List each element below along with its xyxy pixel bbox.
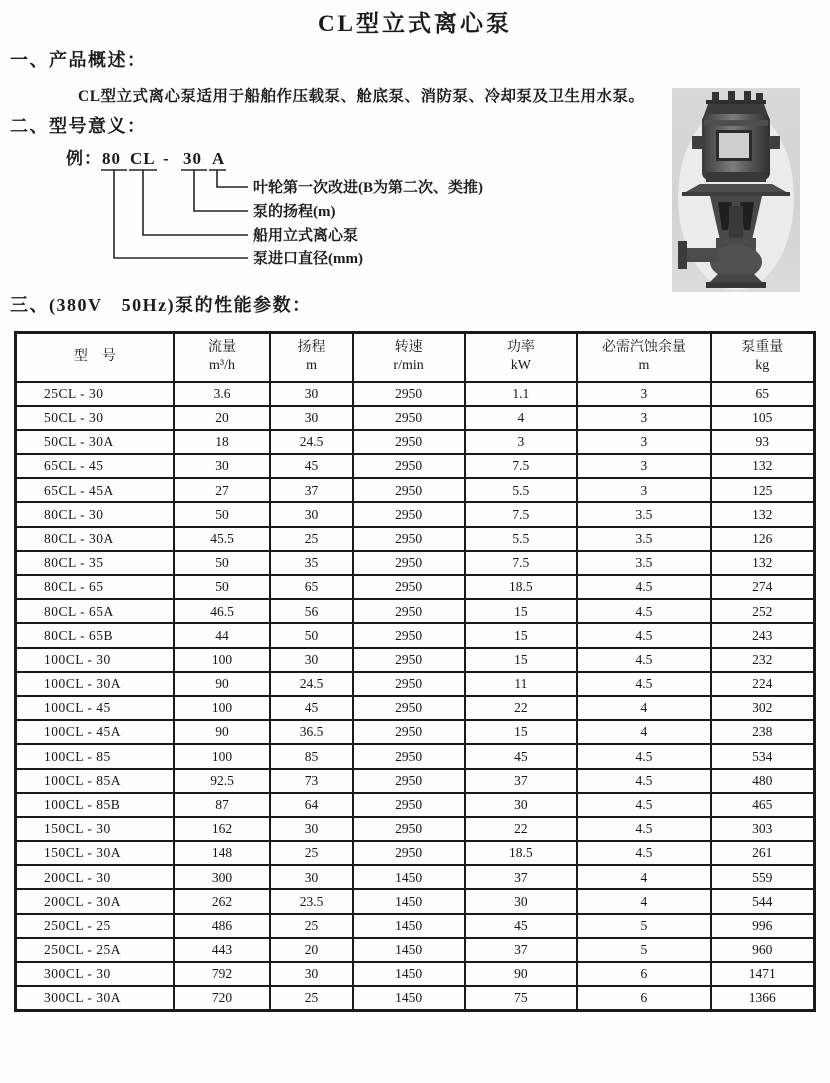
table-row — [16, 454, 815, 478]
value-cell: 3 — [577, 478, 710, 502]
value-cell: 2950 — [353, 744, 465, 768]
model-cell: 100CL - 30A — [16, 672, 174, 696]
table-row — [16, 551, 815, 575]
performance-table — [14, 331, 816, 1012]
value-cell: 996 — [711, 914, 815, 938]
table-row — [16, 696, 815, 720]
value-cell: 93 — [711, 430, 815, 454]
model-cell: 80CL - 65A — [16, 599, 174, 623]
table-row — [16, 889, 815, 913]
value-cell: 544 — [711, 889, 815, 913]
value-cell: 5 — [577, 938, 710, 962]
value-cell: 2950 — [353, 454, 465, 478]
value-cell: 302 — [711, 696, 815, 720]
table-row — [16, 841, 815, 865]
model-cell: 300CL - 30 — [16, 962, 174, 986]
value-cell: 23.5 — [270, 889, 352, 913]
value-cell: 1450 — [353, 865, 465, 889]
model-example-text — [66, 148, 225, 168]
value-cell: 559 — [711, 865, 815, 889]
value-cell: 4.5 — [577, 623, 710, 647]
value-cell: 126 — [711, 527, 815, 551]
value-cell: 64 — [270, 793, 352, 817]
callout-pump-head: 泵的扬程(m) — [253, 204, 336, 220]
value-cell: 2950 — [353, 478, 465, 502]
table-body — [16, 382, 815, 1011]
value-cell: 90 — [174, 672, 271, 696]
section3-heading: 三、(380V 50Hz)泵的性能参数： — [10, 295, 312, 315]
value-cell: 2950 — [353, 648, 465, 672]
value-cell: 15 — [465, 599, 578, 623]
value-cell: 30 — [270, 502, 352, 526]
value-cell: 2950 — [353, 623, 465, 647]
value-cell: 3.6 — [174, 382, 271, 406]
value-cell: 243 — [711, 623, 815, 647]
table-row — [16, 938, 815, 962]
model-cell: 80CL - 35 — [16, 551, 174, 575]
value-cell: 125 — [711, 478, 815, 502]
value-cell: 24.5 — [270, 672, 352, 696]
value-cell: 3 — [577, 406, 710, 430]
table-row — [16, 672, 815, 696]
table-row — [16, 382, 815, 406]
table-header — [16, 333, 815, 382]
value-cell: 1450 — [353, 962, 465, 986]
value-cell: 4.5 — [577, 841, 710, 865]
value-cell: 36.5 — [270, 720, 352, 744]
example-prefix: 例： — [66, 149, 102, 168]
value-cell: 2950 — [353, 430, 465, 454]
value-cell: 4 — [465, 406, 578, 430]
table-row — [16, 865, 815, 889]
table-row — [16, 478, 815, 502]
value-cell: 20 — [174, 406, 271, 430]
value-cell: 73 — [270, 769, 352, 793]
model-cell: 25CL - 30 — [16, 382, 174, 406]
value-cell: 4.5 — [577, 599, 710, 623]
value-cell: 720 — [174, 986, 271, 1010]
table-row — [16, 599, 815, 623]
value-cell: 46.5 — [174, 599, 271, 623]
value-cell: 4.5 — [577, 575, 710, 599]
value-cell: 30 — [174, 454, 271, 478]
value-cell: 45 — [465, 744, 578, 768]
col-title: 转速 — [394, 340, 423, 356]
value-cell: 1366 — [711, 986, 815, 1010]
col-unit: kg — [755, 358, 770, 374]
value-cell: 105 — [711, 406, 815, 430]
value-cell: 4.5 — [577, 817, 710, 841]
value-cell: 162 — [174, 817, 271, 841]
value-cell: 11 — [465, 672, 578, 696]
pump-motor — [692, 91, 780, 182]
value-cell: 1471 — [711, 962, 815, 986]
value-cell: 24.5 — [270, 430, 352, 454]
col-unit: r/min — [393, 358, 424, 374]
value-cell: 4.5 — [577, 744, 710, 768]
model-code-diagram — [62, 142, 562, 282]
value-cell: 132 — [711, 551, 815, 575]
value-cell: 3 — [577, 382, 710, 406]
value-cell: 65 — [270, 575, 352, 599]
value-cell: 274 — [711, 575, 815, 599]
col-unit: kW — [510, 358, 531, 374]
value-cell: 2950 — [353, 599, 465, 623]
value-cell: 6 — [577, 962, 710, 986]
value-cell: 148 — [174, 841, 271, 865]
col-title: 必需汽蚀余量 — [601, 340, 686, 356]
value-cell: 37 — [465, 865, 578, 889]
value-cell: 30 — [270, 962, 352, 986]
value-cell: 232 — [711, 648, 815, 672]
value-cell: 2950 — [353, 672, 465, 696]
value-cell: 3 — [465, 430, 578, 454]
value-cell: 45.5 — [174, 527, 271, 551]
table-row — [16, 962, 815, 986]
value-cell: 45 — [270, 454, 352, 478]
value-cell: 22 — [465, 696, 578, 720]
value-cell: 2950 — [353, 841, 465, 865]
section2-heading: 二、型号意义： — [10, 116, 147, 136]
value-cell: 100 — [174, 696, 271, 720]
value-cell: 20 — [270, 938, 352, 962]
value-cell: 300 — [174, 865, 271, 889]
value-cell: 30 — [465, 793, 578, 817]
model-cell: 250CL - 25 — [16, 914, 174, 938]
example-diameter: 80 — [102, 149, 121, 168]
value-cell: 2950 — [353, 769, 465, 793]
value-cell: 4.5 — [577, 672, 710, 696]
value-cell: 50 — [174, 551, 271, 575]
table-row — [16, 623, 815, 647]
value-cell: 30 — [270, 648, 352, 672]
model-cell: 150CL - 30 — [16, 817, 174, 841]
value-cell: 4 — [577, 720, 710, 744]
value-cell: 2950 — [353, 696, 465, 720]
table-row — [16, 793, 815, 817]
value-cell: 5.5 — [465, 478, 578, 502]
model-cell: 200CL - 30A — [16, 889, 174, 913]
value-cell: 87 — [174, 793, 271, 817]
callout-labels — [252, 178, 483, 267]
value-cell: 2950 — [353, 502, 465, 526]
col-header-speed — [353, 333, 465, 382]
model-cell: 100CL - 85A — [16, 769, 174, 793]
table-row — [16, 986, 815, 1010]
value-cell: 90 — [174, 720, 271, 744]
model-cell: 100CL - 85 — [16, 744, 174, 768]
value-cell: 465 — [711, 793, 815, 817]
value-cell: 37 — [465, 938, 578, 962]
table-row — [16, 817, 815, 841]
value-cell: 27 — [174, 478, 271, 502]
value-cell: 303 — [711, 817, 815, 841]
value-cell: 7.5 — [465, 454, 578, 478]
pump-illustration — [672, 88, 800, 292]
value-cell: 75 — [465, 986, 578, 1010]
value-cell: 2950 — [353, 382, 465, 406]
callout-pump-type: 船用立式离心泵 — [253, 228, 359, 244]
value-cell: 252 — [711, 599, 815, 623]
value-cell: 1450 — [353, 986, 465, 1010]
value-cell: 18 — [174, 430, 271, 454]
example-variant: A — [212, 149, 226, 168]
table-row — [16, 406, 815, 430]
value-cell: 224 — [711, 672, 815, 696]
table-row — [16, 502, 815, 526]
value-cell: 92.5 — [174, 769, 271, 793]
value-cell: 2950 — [353, 575, 465, 599]
value-cell: 90 — [465, 962, 578, 986]
page-title: CL型立式离心泵 — [318, 11, 512, 36]
value-cell: 25 — [270, 841, 352, 865]
value-cell: 45 — [465, 914, 578, 938]
col-unit: m — [638, 358, 650, 374]
table-row — [16, 575, 815, 599]
col-title: 型 号 — [73, 349, 116, 365]
value-cell: 25 — [270, 527, 352, 551]
value-cell: 22 — [465, 817, 578, 841]
callout-impeller-revision: 叶轮第一次改进(B为第二次、类推) — [253, 180, 483, 196]
value-cell: 50 — [174, 502, 271, 526]
model-cell: 100CL - 85B — [16, 793, 174, 817]
model-cell: 50CL - 30A — [16, 430, 174, 454]
section1-heading: 一、产品概述： — [10, 50, 147, 70]
callout-inlet-diameter: 泵进口直径(mm) — [253, 251, 363, 267]
value-cell: 486 — [174, 914, 271, 938]
value-cell: 3.5 — [577, 551, 710, 575]
value-cell: 30 — [465, 889, 578, 913]
value-cell: 25 — [270, 914, 352, 938]
value-cell: 15 — [465, 623, 578, 647]
value-cell: 18.5 — [465, 841, 578, 865]
value-cell: 37 — [270, 478, 352, 502]
value-cell: 56 — [270, 599, 352, 623]
value-cell: 25 — [270, 986, 352, 1010]
value-cell: 7.5 — [465, 551, 578, 575]
value-cell: 100 — [174, 648, 271, 672]
value-cell: 262 — [174, 889, 271, 913]
example-dash: - — [163, 149, 170, 168]
value-cell: 4 — [577, 696, 710, 720]
model-cell: 80CL - 30A — [16, 527, 174, 551]
col-unit: m³/h — [209, 358, 236, 374]
model-cell: 50CL - 30 — [16, 406, 174, 430]
value-cell: 30 — [270, 382, 352, 406]
value-cell: 50 — [270, 623, 352, 647]
value-cell: 1450 — [353, 938, 465, 962]
model-cell: 100CL - 45A — [16, 720, 174, 744]
value-cell: 3.5 — [577, 502, 710, 526]
model-cell: 100CL - 30 — [16, 648, 174, 672]
value-cell: 100 — [174, 744, 271, 768]
value-cell: 2950 — [353, 551, 465, 575]
model-cell: 300CL - 30A — [16, 986, 174, 1010]
value-cell: 6 — [577, 986, 710, 1010]
value-cell: 1450 — [353, 889, 465, 913]
value-cell: 5.5 — [465, 527, 578, 551]
value-cell: 15 — [465, 648, 578, 672]
value-cell: 534 — [711, 744, 815, 768]
value-cell: 4 — [577, 865, 710, 889]
callout-lines — [101, 170, 248, 258]
table-row — [16, 744, 815, 768]
model-cell: 100CL - 45 — [16, 696, 174, 720]
model-cell: 65CL - 45A — [16, 478, 174, 502]
value-cell: 5 — [577, 914, 710, 938]
value-cell: 132 — [711, 502, 815, 526]
performance-table-container — [14, 331, 816, 1012]
value-cell: 30 — [270, 406, 352, 430]
col-header-model — [16, 333, 174, 382]
col-header-npsh — [577, 333, 710, 382]
value-cell: 4 — [577, 889, 710, 913]
value-cell: 30 — [270, 865, 352, 889]
col-header-weight — [711, 333, 815, 382]
value-cell: 2950 — [353, 793, 465, 817]
table-row — [16, 527, 815, 551]
col-title: 流量 — [208, 340, 237, 356]
header-row — [16, 333, 815, 382]
section1-body: CL型立式离心泵适用于船舶作压载泵、舱底泵、消防泵、冷却泵及卫生用水泵。 — [78, 88, 645, 105]
value-cell: 30 — [270, 817, 352, 841]
value-cell: 261 — [711, 841, 815, 865]
value-cell: 35 — [270, 551, 352, 575]
value-cell: 44 — [174, 623, 271, 647]
value-cell: 3 — [577, 454, 710, 478]
value-cell: 2950 — [353, 406, 465, 430]
example-head: 30 — [183, 149, 202, 168]
table-row — [16, 769, 815, 793]
value-cell: 443 — [174, 938, 271, 962]
pump-photo — [672, 88, 800, 292]
table-row — [16, 648, 815, 672]
value-cell: 45 — [270, 696, 352, 720]
table-row — [16, 720, 815, 744]
value-cell: 2950 — [353, 817, 465, 841]
col-title: 泵重量 — [741, 340, 784, 356]
value-cell: 4.5 — [577, 648, 710, 672]
col-header-head — [270, 333, 352, 382]
value-cell: 1.1 — [465, 382, 578, 406]
value-cell: 4.5 — [577, 769, 710, 793]
value-cell: 792 — [174, 962, 271, 986]
col-header-power — [465, 333, 578, 382]
value-cell: 65 — [711, 382, 815, 406]
value-cell: 960 — [711, 938, 815, 962]
value-cell: 50 — [174, 575, 271, 599]
table-row — [16, 430, 815, 454]
model-cell: 250CL - 25A — [16, 938, 174, 962]
example-series: CL — [130, 149, 156, 168]
model-cell: 80CL - 30 — [16, 502, 174, 526]
value-cell: 3.5 — [577, 527, 710, 551]
model-cell: 80CL - 65B — [16, 623, 174, 647]
model-cell: 65CL - 45 — [16, 454, 174, 478]
value-cell: 2950 — [353, 527, 465, 551]
value-cell: 15 — [465, 720, 578, 744]
value-cell: 18.5 — [465, 575, 578, 599]
value-cell: 1450 — [353, 914, 465, 938]
value-cell: 4.5 — [577, 793, 710, 817]
value-cell: 238 — [711, 720, 815, 744]
value-cell: 3 — [577, 430, 710, 454]
value-cell: 132 — [711, 454, 815, 478]
col-unit: m — [306, 358, 317, 374]
value-cell: 37 — [465, 769, 578, 793]
value-cell: 2950 — [353, 720, 465, 744]
col-title: 功率 — [506, 340, 535, 356]
model-cell: 150CL - 30A — [16, 841, 174, 865]
table-row — [16, 914, 815, 938]
value-cell: 480 — [711, 769, 815, 793]
value-cell: 7.5 — [465, 502, 578, 526]
col-title: 扬程 — [297, 340, 326, 356]
model-cell: 200CL - 30 — [16, 865, 174, 889]
value-cell: 85 — [270, 744, 352, 768]
model-code-diagram-svg — [62, 142, 562, 282]
col-header-flow — [174, 333, 271, 382]
model-cell: 80CL - 65 — [16, 575, 174, 599]
